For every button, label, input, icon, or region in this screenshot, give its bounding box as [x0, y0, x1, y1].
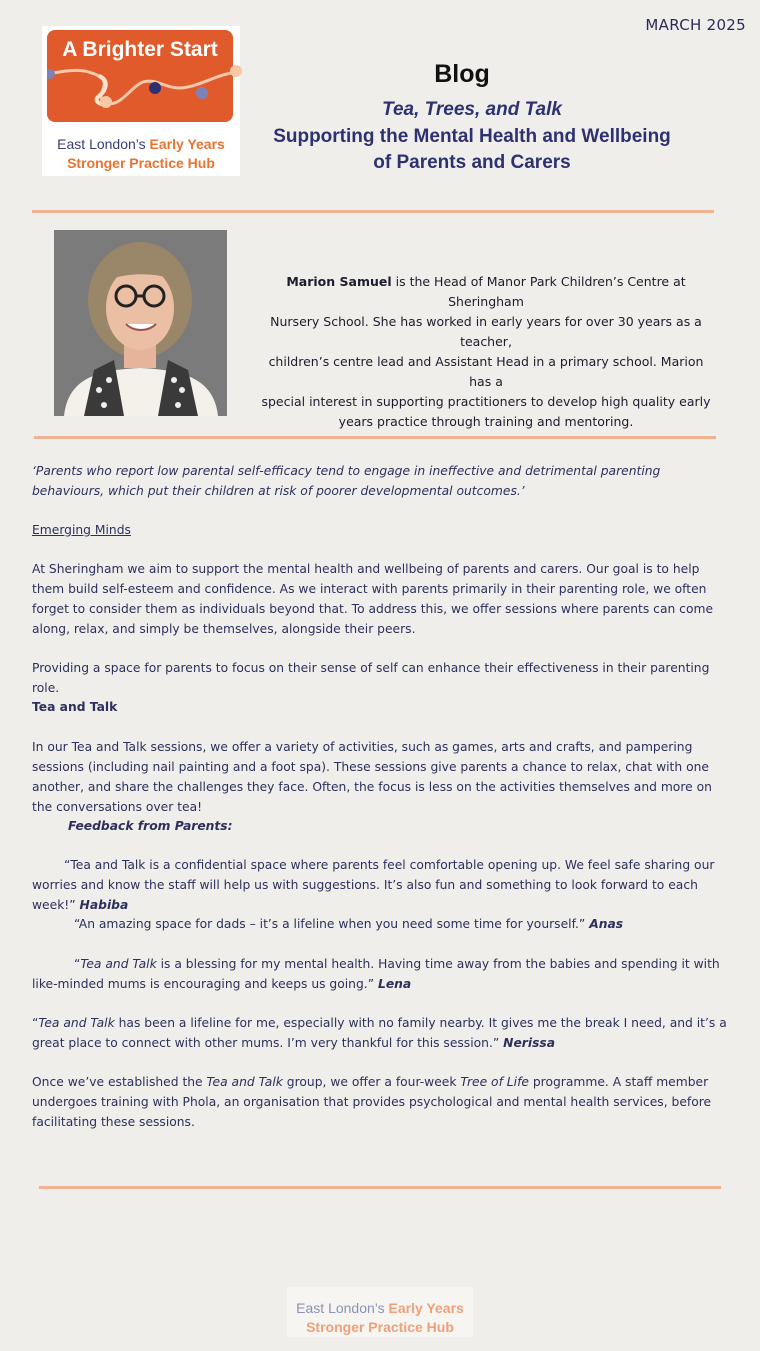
ribbon-icon [47, 60, 245, 120]
paragraph-self: Providing a space for parents to focus on their sense of self can enhance their effectiveness in their parenting role. [32, 661, 710, 695]
quote-source-link[interactable]: Emerging Minds [32, 523, 131, 537]
logo-highlight: Early Years [149, 136, 225, 152]
testimonial-habiba: “Tea and Talk is a confidential space where parents feel comfortable opening up. We feel safe sharing our worries and know the staff will help us with suggestions. It’s also fun and something to look forward to each week!” Habiba [32, 858, 715, 912]
testimonial-author: Anas [589, 917, 624, 931]
feedback-heading: Feedback from Parents: [68, 819, 233, 833]
blog-label: Blog [434, 60, 490, 88]
testimonial-lena: “Tea and Talk is a blessing for my mental health. Having time away from the babies and spending it with like-minded mums is encouraging and keeps us going.” Lena [32, 957, 720, 991]
author-photo [54, 230, 227, 416]
divider-bottom [39, 1186, 721, 1189]
brand-logo [42, 26, 240, 176]
logo-line-2: Stronger Practice Hub [67, 155, 215, 171]
logo-line-1: East London’s Early Years [57, 136, 225, 152]
divider-middle [34, 436, 716, 439]
footer-line-2: Stronger Practice Hub [306, 1319, 454, 1335]
testimonial-anas: “An amazing space for dads – it’s a lifeline when you need some time for yourself.” Anas [74, 917, 624, 931]
blog-title: Supporting the Mental Health and Wellbeing of Parents and Carers [273, 126, 671, 173]
logo-banner [47, 30, 233, 122]
paragraph-tree-of-life: Once we’ve established the Tea and Talk group, we offer a four-week Tree of Life programme. A staff member undergoes training with Phola, an organisation that provides psychological and mental health services, before facilitating these sessions. [32, 1075, 712, 1129]
issue-date: MARCH 2025 [645, 16, 746, 34]
testimonial-author: Nerissa [503, 1036, 556, 1050]
testimonial-nerissa: “Tea and Talk has been a lifeline for me, especially with no family nearby. It gives me the break I need, and it’s a great place to connect with other mums. I’m very thankful for this session.” Nerissa [32, 1016, 727, 1050]
footer-logo [287, 1287, 473, 1337]
portrait-image [54, 230, 227, 416]
blog-subtitle: Tea, Trees, and Talk [382, 99, 562, 120]
paragraph-intro: At Sheringham we aim to support the mental health and wellbeing of parents and carers. Our goal is to help them build self-esteem and confidence. As we interact with parents primarily in their parenting role, we often forget to consider them as individuals beyond that. To address this, we offer sessions where parents can come along, relax, and simply be themselves, alongside their peers. [32, 562, 714, 636]
paragraph-sessions: In our Tea and Talk sessions, we offer a variety of activities, such as games, arts and crafts, and pampering sessions (including nail painting and a foot spa). These sessions give parents a chance to relax, chat with one another, and share the challenges they face. Often, the focus is less on the activities themselves and more on the conversations over tea! [32, 740, 712, 814]
divider-top [32, 210, 714, 213]
logo-title: A Brighter Start [62, 38, 218, 61]
section-heading-tea-and-talk: Tea and Talk [32, 700, 118, 714]
footer-line-1: East London’s Early Years [296, 1300, 464, 1316]
author-name: Marion Samuel [286, 274, 392, 289]
author-bio: Marion Samuel is the Head of Manor Park Children’s Centre at Sheringham Nursery School. She has worked in early years for over 30 years as a teacher, children’s centre lead and Assistant Head in a primary school. Marion has a special interest in supporting practitioners to develop high quality early years practice through training and mentoring. [261, 274, 711, 429]
quote-text: ‘Parents who report low parental self-efficacy tend to engage in ineffective and detrimental parenting behaviours, which put their children at risk of poorer developmental outcomes.’ [32, 464, 661, 498]
testimonial-author: Habiba [79, 898, 129, 912]
testimonial-author: Lena [377, 977, 412, 991]
